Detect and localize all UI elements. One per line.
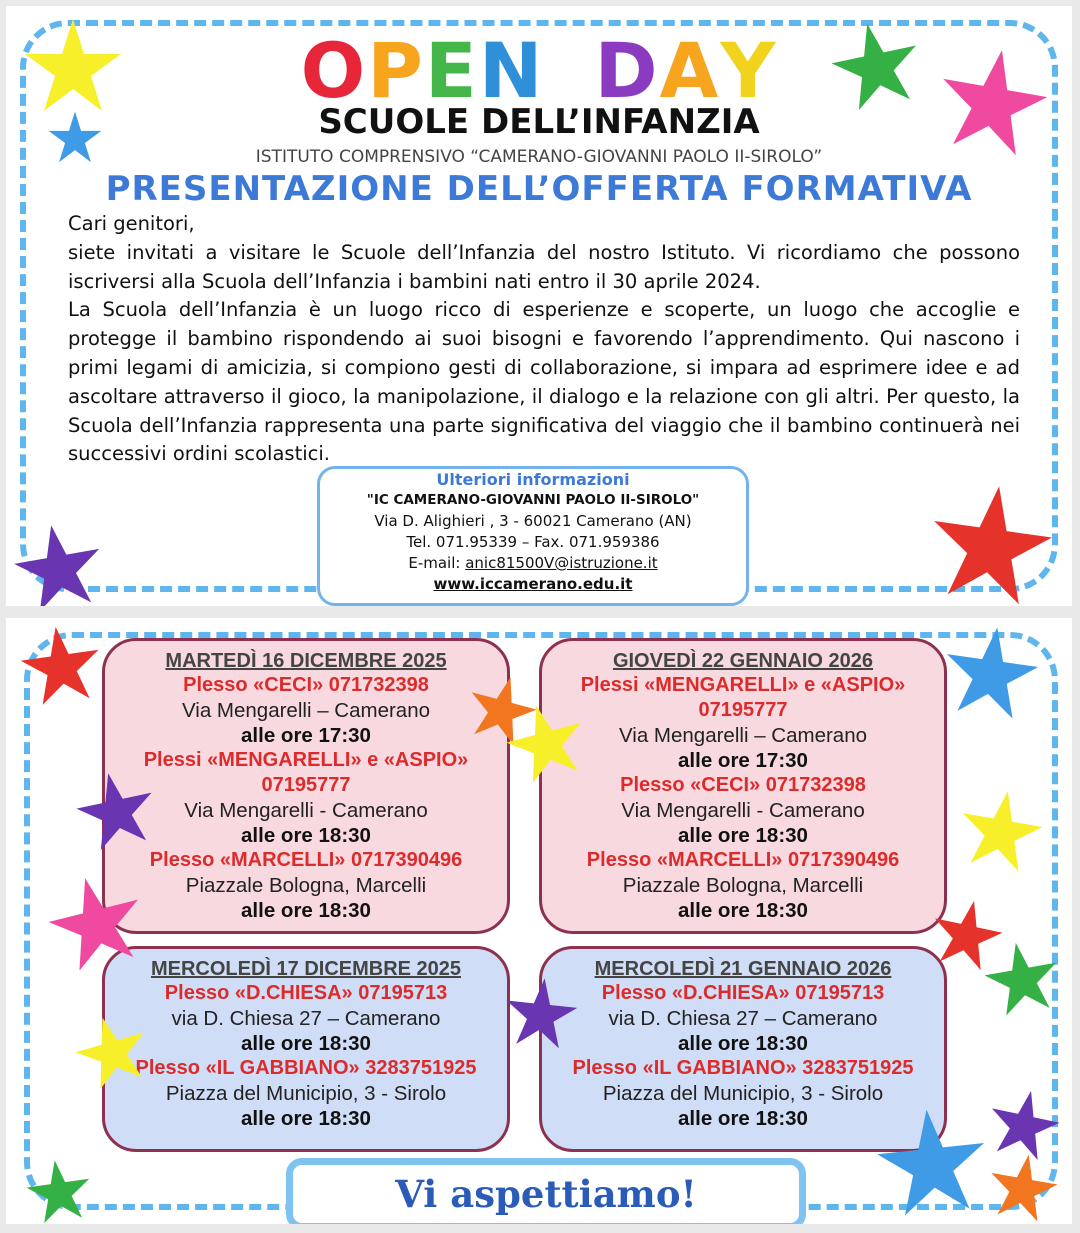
event-card: [539, 638, 947, 934]
school-name: Plessi «MENGARELLI» e «ASPIO»: [580, 674, 906, 696]
title-letter: Y: [720, 26, 778, 115]
school-name: 07195777: [261, 774, 351, 796]
school-name: Plesso «D.CHIESA» 07195713: [601, 982, 885, 1004]
school-name: Plesso «MARCELLI» 0717390496: [149, 849, 463, 871]
blue-star-icon: [872, 1106, 992, 1218]
school-address: Piazza del Municipio, 3 - Sirolo: [602, 1082, 884, 1105]
blue-star-icon: [936, 624, 1046, 720]
school-name: Plessi «MENGARELLI» e «ASPIO»: [143, 749, 469, 771]
info-address: Via D. Alighieri , 3 - 60021 Camerano (AN): [374, 512, 692, 530]
purple-star-icon: [6, 522, 111, 606]
title-letter: D: [594, 26, 660, 115]
website-link[interactable]: www.iccamerano.edu.it: [433, 575, 633, 593]
event-time: alle ore 18:30: [241, 1032, 371, 1055]
school-address: via D. Chiesa 27 – Camerano: [171, 1007, 441, 1030]
red-star-icon: [926, 482, 1056, 606]
school-address: Via Mengarelli - Camerano: [621, 799, 865, 822]
school-address: Piazza del Municipio, 3 - Sirolo: [165, 1082, 447, 1105]
paragraph-1: siete invitati a visitare le Scuole dell’Infanzia del nostro Istituto. Vi ricordiamo che possono iscriversi alla Scuola dell’Infanzia i bambini nati entro il 30 aprile 2024.: [68, 240, 1020, 293]
school-name: Plesso «CECI» 071732398: [183, 674, 429, 696]
school-address: Via Mengarelli - Camerano: [184, 799, 428, 822]
flyer-bottom-panel: [6, 618, 1072, 1224]
yellow-star-icon: [502, 702, 590, 782]
green-star-icon: [982, 940, 1062, 1016]
event-time: alle ore 18:30: [678, 1107, 808, 1130]
event-time: alle ore 17:30: [241, 724, 371, 747]
info-box: [317, 466, 749, 606]
event-time: alle ore 18:30: [241, 1107, 371, 1130]
yellow-star-icon: [956, 788, 1046, 872]
event-time: alle ore 18:30: [678, 1032, 808, 1055]
event-time: alle ore 18:30: [678, 899, 808, 922]
yellow-star-icon: [66, 1014, 158, 1088]
event-date: GIOVEDÌ 22 GENNAIO 2026: [612, 650, 874, 672]
paragraph-2: La Scuola dell’Infanzia è un luogo ricco di esperienze e scoperte, un luogo che accoglie e protegge il bambino rispondendo ai suoi bisogni e favorendo l’apprendimento. Qui nascono i primi legami di amicizia, si compiono gesti di collaborazione, si impara ad esprimere idee e ad ascoltare attraverso il gioco, la manipolazione, il dialogo e la relazione con gli altri. Per questo, la Scuola dell’Infanzia rappresenta una parte significativa del viaggio che il bambino continuerà nei successivi ordini scolastici.: [68, 298, 1020, 466]
event-date: MERCOLEDÌ 21 GENNAIO 2026: [594, 958, 892, 980]
school-name: Plesso «IL GABBIANO» 3283751925: [135, 1057, 477, 1079]
closing-text: Vi aspettiamo!: [395, 1172, 697, 1216]
red-star-icon: [14, 624, 108, 706]
school-name: Plesso «IL GABBIANO» 3283751925: [572, 1057, 914, 1079]
title-letter: P: [367, 26, 425, 115]
headline: PRESENTAZIONE DELL’OFFERTA FORMATIVA: [105, 169, 973, 209]
school-name: Plesso «D.CHIESA» 07195713: [164, 982, 448, 1004]
event-time: alle ore 18:30: [241, 899, 371, 922]
event-date: MARTEDÌ 16 DICEMBRE 2025: [165, 650, 447, 672]
institute-name: ISTITUTO COMPRENSIVO “CAMERANO-GIOVANNI PAOLO II-SIROLO”: [255, 147, 823, 167]
event-date: MERCOLEDÌ 17 DICEMBRE 2025: [150, 958, 462, 980]
title-letter: A: [659, 26, 721, 115]
letter-body: [68, 210, 1020, 469]
school-name: 07195777: [698, 699, 788, 721]
school-address: Via Mengarelli – Camerano: [181, 699, 431, 722]
green-star-icon: [16, 1158, 102, 1224]
email-link[interactable]: anic81500V@istruzione.it: [465, 554, 658, 572]
title-letter: O: [300, 26, 368, 115]
flyer-top-panel: [6, 6, 1072, 606]
info-email-label: E-mail:: [408, 554, 466, 572]
school-name: Plesso «MARCELLI» 0717390496: [586, 849, 900, 871]
purple-star-icon: [986, 1088, 1062, 1160]
school-address: Piazzale Bologna, Marcelli: [622, 874, 864, 897]
title-letter: N: [478, 26, 545, 115]
info-school-name: "IC CAMERANO-GIOVANNI PAOLO II-SIROLO": [366, 492, 700, 508]
school-address: Piazzale Bologna, Marcelli: [185, 874, 427, 897]
event-time: alle ore 18:30: [241, 824, 371, 847]
event-card: [102, 638, 510, 934]
page-subtitle: SCUOLE DELL’INFANZIA: [318, 102, 760, 142]
event-time: alle ore 18:30: [678, 824, 808, 847]
greeting: Cari genitori,: [68, 212, 195, 235]
info-email-row: [320, 553, 746, 574]
orange-star-icon: [980, 1152, 1066, 1222]
event-card: [102, 946, 510, 1152]
event-time: alle ore 17:30: [678, 749, 808, 772]
info-website-row: [320, 574, 746, 595]
closing-banner: [286, 1158, 806, 1224]
title-letter: E: [424, 26, 479, 115]
school-address: Via Mengarelli – Camerano: [618, 724, 868, 747]
pink-star-icon: [36, 874, 156, 970]
purple-star-icon: [496, 976, 586, 1050]
purple-star-icon: [72, 770, 160, 850]
school-name: Plesso «CECI» 071732398: [620, 774, 866, 796]
info-heading: Ulteriori informazioni: [436, 470, 630, 489]
school-address: via D. Chiesa 27 – Camerano: [608, 1007, 878, 1030]
info-phone: Tel. 071.95339 – Fax. 071.959386: [406, 533, 660, 551]
